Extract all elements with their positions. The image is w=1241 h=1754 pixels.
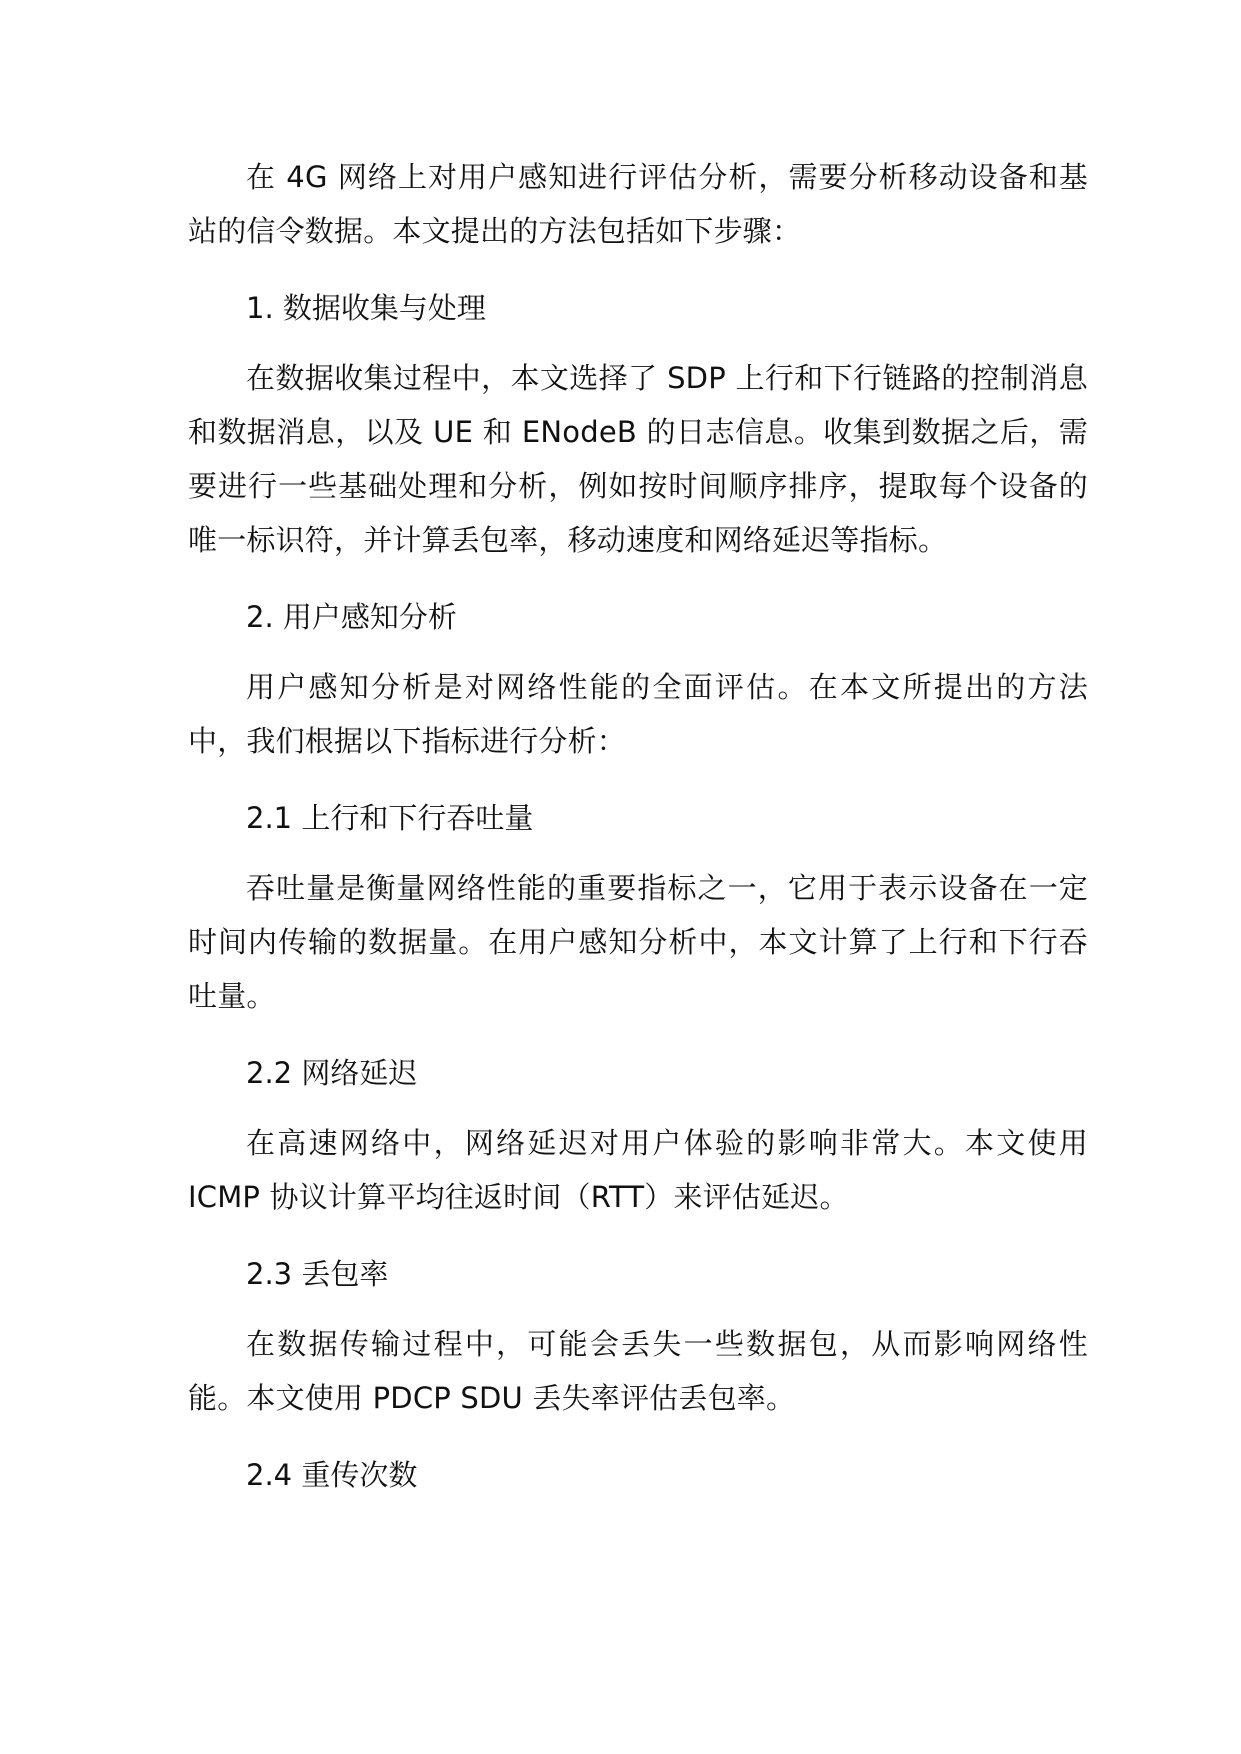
heading-data-collection: 1. 数据收集与处理: [246, 291, 486, 325]
heading-latency: 2.2 网络延迟: [246, 1056, 418, 1090]
heading-retransmissions: 2.4 重传次数: [246, 1458, 418, 1492]
paragraph-latency: 在高速网络中，网络延迟对用户体验的影响非常大。本文使用 ICMP 协议计算平均往返时间（RTT）来评估延迟。: [188, 1126, 1088, 1214]
paragraph-throughput: 吞吐量是衡量网络性能的重要指标之一，它用于表示设备在一定时间内传输的数据量。在用户感知分析中，本文计算了上行和下行吞吐量。: [188, 871, 1088, 1013]
paragraph-data-collection: 在数据收集过程中，本文选择了 SDP 上行和下行链路的控制消息和数据消息，以及 UE 和 ENodeB 的日志信息。收集到数据之后，需要进行一些基础处理和分析，例如按时间顺序排序，提取每个设备的唯一标识符，并计算丢包率，移动速度和网络延迟等指标。: [188, 361, 1088, 557]
paragraph-packet-loss: 在数据传输过程中，可能会丢失一些数据包，从而影响网络性能。本文使用 PDCP SDU 丢失率评估丢包率。: [188, 1327, 1088, 1415]
paragraph-user-perception: 用户感知分析是对网络性能的全面评估。在本文所提出的方法中，我们根据以下指标进行分析：: [188, 670, 1088, 758]
paragraph-intro: 在 4G 网络上对用户感知进行评估分析，需要分析移动设备和基站的信令数据。本文提出的方法包括如下步骤：: [188, 160, 1088, 248]
heading-throughput: 2.1 上行和下行吞吐量: [246, 801, 534, 835]
document-body: [188, 150, 1088, 1518]
heading-packet-loss: 2.3 丢包率: [246, 1257, 389, 1291]
heading-user-perception: 2. 用户感知分析: [246, 600, 457, 634]
